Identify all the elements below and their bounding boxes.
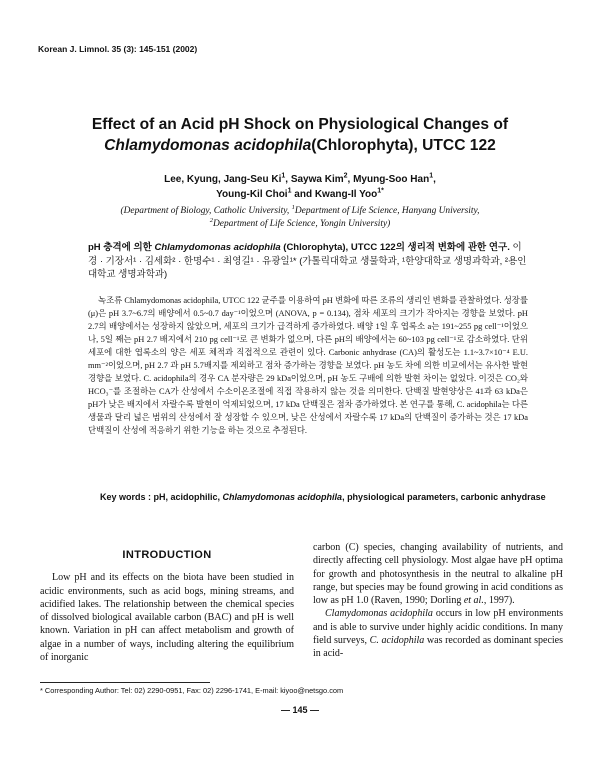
- intro-p2-text: carbon (C) species, changing availability of nutrients, and directly affecting cell physiology. Most algae have pH optima for growth and photosynthesis in the neutral to alkaline pH range, but species may be found growing in acid conditions as low as pH 1.0 (Raven, 1990; Dorling: [313, 542, 563, 607]
- author-4-sup: 1: [287, 187, 292, 195]
- intro-p3-text-a: occurs in low pH environments and is able to survive under highly acidic conditions. In many field surveys,: [313, 608, 563, 647]
- title-line-2: (Chlorophyta), UTCC 122: [311, 137, 496, 154]
- intro-p3-species: Clamydomonas acidophila: [325, 608, 433, 620]
- page-number: — 145 —: [280, 705, 320, 715]
- korean-abstract-text: 녹조류 Chlamydomonas acidophila, UTCC 122 균주를 이용하여 pH 변화에 따른 조류의 생리인 변화를 관찰하였다. 성장률(μ)은 pH 3.7~6.7의 배양에서 0.5~0.7 day⁻¹이었으며 (ANOVA, p = 0.134), 점차 세포의 크기가 작아지는 경향을 보였다. pH 2.7의 배양에서는 성장하지 않았으며, 세포의 크기가 급격하게 증가하였다. 배양 1일 후 엽록소 a는 191~255 pg cell⁻¹이었으나, 5일 째는 pH 2.7 배지에서 210 pg cell⁻¹로 큰 변화가 없으며, 다른 pH의 배양에서는 60~103 pg cell⁻¹로 감소하였다. 단위세포에 대한 엽록소의 양은 세포 체적과 직접적으로 관련이 있다. Carbonic anhydrase (CA)의 활성도는 1.1~3.7×10⁻⁴ E.U. mm⁻²이었으며, pH 2.7 과 pH 5.7배지를 제외하고 점차 증가하는 경향을 보였다. pH 농도 차에 의한 비교에서는 유사한 발현 경향을 보였다. C. acidophila의 경우 CA 분자량은 29 kDa이었으며, pH 농도 구배에 의한 발현 차이는 없었다. 이것은 CO₂와 HCO₃⁻를 조절하는 CA가 산성에서 수소이온조절에 직접 작용하지 않는 것을 의미한다. 단백질 발현양상은 41과 63 kDa은 pH가 낮은 배지에서 자랄수록 발현이 억제되었으며, 17 kDa 단백질은 점차 증가하였다. 본 연구를 통해, C. acidophila는 다른 생물과 달리 넓은 범위의 산성에서 잘 성장할 수 있으며, 낮은 산성에서 자랄수록 17 kDa의 단백질이 증가하는 것은 17 kDa 단백질이 산성에 적응하기 위한 기능을 하는 것으로 추정된다.: [88, 296, 528, 435]
- affiliation-2: Department of Life Science, Hanyang University,: [294, 206, 480, 216]
- author-5-sup: 1*: [377, 187, 384, 195]
- affiliation-sup-1: 1: [291, 203, 295, 211]
- intro-p2-end: , 1997).: [483, 595, 515, 607]
- keywords-label: Key words :: [100, 492, 154, 502]
- intro-paragraph-2: [313, 541, 563, 607]
- left-column: [40, 541, 294, 664]
- title-species: Chlamydomonas acidophila: [104, 137, 312, 154]
- author-1: Lee, Kyung, Jang-Seu Ki: [164, 174, 282, 185]
- korean-title: [88, 241, 528, 282]
- introduction-heading: INTRODUCTION: [122, 549, 212, 561]
- right-column: [313, 541, 563, 661]
- keywords-species: Chlamydomonas acidophila: [222, 492, 343, 502]
- author-3-tail: ,: [433, 174, 436, 185]
- author-2-sup: 2: [343, 172, 348, 180]
- author-3: , Myung-Soo Han: [347, 174, 430, 185]
- author-list: [40, 172, 560, 202]
- footnote-rule: [40, 682, 210, 683]
- intro-p2-etal: et al.: [463, 595, 484, 607]
- affiliations: [40, 205, 560, 231]
- korean-title-pre: pH 충격에 의한: [88, 242, 155, 253]
- author-3-sup: 1: [429, 172, 434, 180]
- affiliation-1: (Department of Biology, Catholic University,: [120, 206, 292, 216]
- intro-p3-text-b: was recorded as dominant species in acid-: [313, 635, 563, 660]
- affiliation-sup-2: 2: [209, 216, 214, 224]
- korean-abstract: [88, 294, 528, 437]
- journal-reference: Korean J. Limnol. 35 (3): 145-151 (2002): [38, 44, 198, 54]
- author-1-sup: 1: [281, 172, 286, 180]
- keywords-pre: pH, acidophilic,: [153, 492, 223, 502]
- corresponding-author-footnote: * Corresponding Author: Tel: 02) 2290-0951, Fax: 02) 2296-1741, E-mail: kiyoo@netsgo.com: [40, 686, 344, 695]
- intro-paragraph-3: [313, 607, 563, 660]
- intro-paragraph-1: Low pH and its effects on the biota have been studied in acidic environments, such as acid bogs, mining streams, and acidified lakes. The relationship between the chemical species of dissolved biological available carbon (BAC) and pH is well known. Variation in pH can affect metabolism and growth of algae in a number of ways, including altering the equilibrium of inorganic: [40, 572, 294, 664]
- korean-authors: 이 경 · 기장서¹ · 김세화² · 한명수¹ · 최영길¹ · 유광일¹* (가톨릭대학교 생물학과, ¹한양대학교 생명과학과, ²용인대학교 생명과학과): [88, 242, 527, 280]
- author-2: , Saywa Kim: [285, 174, 344, 185]
- paper-title: [40, 114, 560, 156]
- korean-title-species: Chlamydomonas acidophila: [154, 242, 281, 253]
- korean-title-post: (Chlorophyta), UTCC 122의 생리적 변화에 관한 연구.: [280, 242, 510, 253]
- author-4: Young-Kil Choi: [216, 189, 288, 200]
- affiliation-3: Department of Life Science, Yongin University): [213, 219, 391, 229]
- author-5: and Kwang-Il Yoo: [291, 189, 378, 200]
- intro-p3-species-2: C. acidophila: [369, 635, 425, 647]
- keywords-post: , physiological parameters, carbonic anhydrase: [342, 492, 546, 502]
- title-line-1: Effect of an Acid pH Shock on Physiological Changes of: [91, 116, 509, 133]
- keywords: [100, 491, 576, 504]
